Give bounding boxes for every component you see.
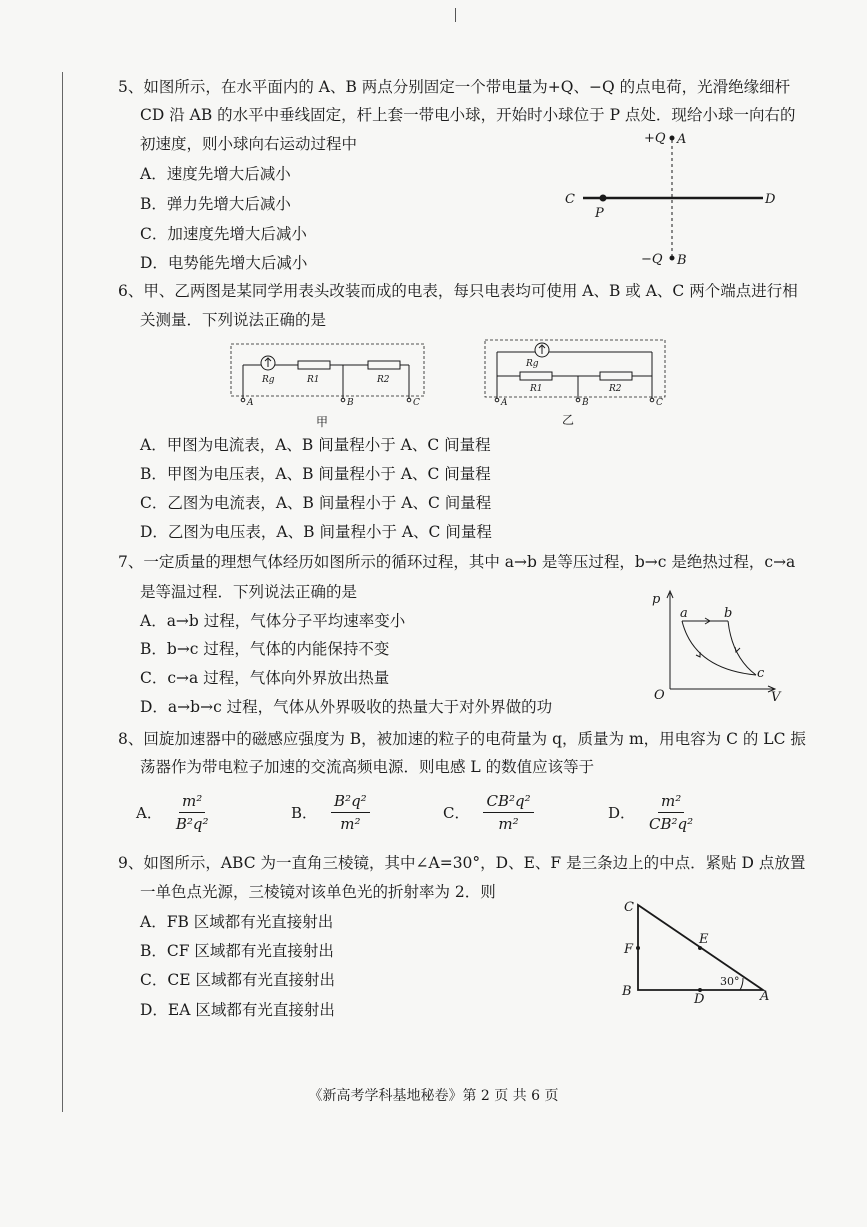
q5-top-charge-label: +Q (644, 131, 666, 146)
q5-option-a[interactable]: A．速度先增大后减小 (140, 165, 291, 183)
q8-option-a-letter: A． (136, 804, 162, 822)
q9-vertex-c-label: C (624, 900, 634, 915)
q7-origin-label: O (654, 688, 665, 703)
q8-option-d[interactable] (608, 792, 693, 833)
q5-point-c-label: C (565, 192, 575, 207)
q6-yi-c-label: C (656, 398, 663, 408)
q7-option-c[interactable]: C．c→a 过程，气体向外界放出热量 (140, 669, 390, 687)
q7-axis-p-label: p (652, 592, 661, 607)
q6-circuit-jia-figure (228, 336, 428, 431)
q7-point-a-label: a (680, 606, 688, 621)
q9-vertex-b-label: B (622, 984, 632, 999)
q8-option-b-letter: B． (291, 804, 318, 822)
q5-bottom-charge-label: −Q (641, 252, 663, 267)
q9-vertex-a-label: A (760, 989, 770, 1004)
q8-option-d-letter: D． (608, 804, 636, 822)
q7-option-d[interactable]: D．a→b→c 过程，气体从外界吸收的热量大于对外界做的功 (140, 698, 553, 716)
margin-line (62, 72, 63, 1112)
q5-option-d[interactable]: D．电势能先增大后减小 (140, 254, 308, 272)
q8-option-b-numerator: B²q² (331, 792, 370, 813)
q5-stem-line2: CD 沿 AB 的水平中垂线固定，杆上套一带电小球，开始时小球位于 P 点处．现给小球一向右的 (140, 106, 796, 124)
q8-option-c-denominator: m² (498, 815, 519, 833)
q9-point-f-label: F (624, 942, 634, 957)
q8-option-a-numerator: m² (179, 792, 205, 813)
q6-option-a[interactable]: A．甲图为电流表，A、B 间量程小于 A、C 间量程 (140, 436, 491, 454)
q6-caption-yi: 乙 (562, 413, 575, 427)
q5-point-b-label: B (677, 253, 687, 268)
q6-yi-a-label: A (501, 398, 508, 408)
q6-jia-a-label: A (247, 398, 254, 408)
q5-point-p-label: P (595, 206, 604, 221)
q6-yi-b-label: B (582, 398, 589, 408)
q5-point-d-label: D (765, 192, 776, 207)
q5-option-c[interactable]: C．加速度先增大后减小 (140, 225, 307, 243)
q6-jia-rg-label: Rg (262, 375, 275, 385)
q8-option-b[interactable] (291, 792, 370, 833)
q6-caption-jia: 甲 (316, 415, 329, 429)
q7-option-a[interactable]: A．a→b 过程，气体分子平均速率变小 (140, 612, 406, 630)
q8-stem-line2: 荡器作为带电粒子加速的交流高频电源．则电感 L 的数值应该等于 (140, 758, 595, 776)
q8-option-c-numerator: CB²q² (483, 792, 533, 813)
q5-point-a-label: A (677, 132, 687, 147)
q8-option-a-denominator: B²q² (175, 815, 209, 833)
q8-stem-line1: 8、回旋加速器中的磁感应强度为 B，被加速的粒子的电荷量为 q，质量为 m，用电容为 C 的 LC 振 (118, 730, 806, 748)
q7-pv-diagram-figure (648, 585, 788, 705)
q7-axis-v-label: V (771, 690, 781, 705)
q8-option-c-letter: C． (443, 804, 470, 822)
q7-stem-line2: 是等温过程．下列说法正确的是 (140, 583, 358, 601)
q6-yi-r1-label: R1 (530, 384, 543, 394)
q6-option-d[interactable]: D．乙图为电压表，A、B 间量程小于 A、C 间量程 (140, 523, 492, 541)
page-footer: 《新高考学科基地秘卷》第 2 页 共 6 页 (308, 1088, 559, 1104)
q9-option-c[interactable]: C．CE 区域都有光直接射出 (140, 971, 335, 989)
q7-stem-line1: 7、一定质量的理想气体经历如图所示的循环过程，其中 a→b 是等压过程，b→c 是绝热过程，c→a (118, 553, 796, 571)
q9-option-d[interactable]: D．EA 区域都有光直接射出 (140, 1001, 335, 1019)
q7-point-c-label: c (757, 666, 765, 681)
q9-angle-label: 30° (720, 975, 740, 988)
q6-jia-r2-label: R2 (377, 375, 390, 385)
q9-point-d-label: D (694, 992, 705, 1007)
q6-stem-line2: 关测量．下列说法正确的是 (140, 311, 327, 329)
q7-point-b-label: b (724, 606, 733, 621)
q9-option-b[interactable]: B．CF 区域都有光直接射出 (140, 942, 334, 960)
q8-option-d-numerator: m² (658, 792, 684, 813)
q6-yi-rg-label: Rg (526, 359, 539, 369)
q5-charge-rod-figure (555, 125, 795, 275)
q8-option-b-denominator: m² (340, 815, 361, 833)
q9-stem-line1: 9、如图所示，ABC 为一直角三棱镜，其中∠A=30°，D、E、F 是三条边上的中点．紧贴 D 点放置 (118, 854, 806, 872)
q9-point-e-label: E (699, 932, 709, 947)
q5-stem-line1: 5、如图所示，在水平面内的 A、B 两点分别固定一个带电量为+Q、−Q 的点电荷，光滑绝缘细杆 (118, 78, 791, 96)
q7-option-b[interactable]: B．b→c 过程，气体的内能保持不变 (140, 640, 390, 658)
q5-option-b[interactable]: B．弹力先增大后减小 (140, 195, 291, 213)
q6-option-c[interactable]: C．乙图为电流表，A、B 间量程小于 A、C 间量程 (140, 494, 492, 512)
q6-jia-c-label: C (413, 398, 420, 408)
q6-jia-b-label: B (347, 398, 354, 408)
q8-option-a[interactable] (136, 792, 209, 833)
q9-stem-line2: 一单色点光源，三棱镜对该单色光的折射率为 2．则 (140, 883, 496, 901)
q9-prism-figure (616, 893, 776, 1008)
q5-stem-line3: 初速度，则小球向右运动过程中 (140, 135, 358, 153)
q6-yi-r2-label: R2 (609, 384, 622, 394)
q9-option-a[interactable]: A．FB 区域都有光直接射出 (140, 913, 334, 931)
q6-circuit-yi-figure (482, 336, 672, 431)
q8-option-c[interactable] (443, 792, 534, 833)
top-tick-mark (455, 8, 456, 22)
q6-stem-line1: 6、甲、乙两图是某同学用表头改装而成的电表，每只电表均可使用 A、B 或 A、C 两个端点进行相 (118, 282, 798, 300)
q6-option-b[interactable]: B．甲图为电压表，A、B 间量程小于 A、C 间量程 (140, 465, 491, 483)
q6-jia-r1-label: R1 (307, 375, 320, 385)
q8-option-d-denominator: CB²q² (649, 815, 694, 833)
